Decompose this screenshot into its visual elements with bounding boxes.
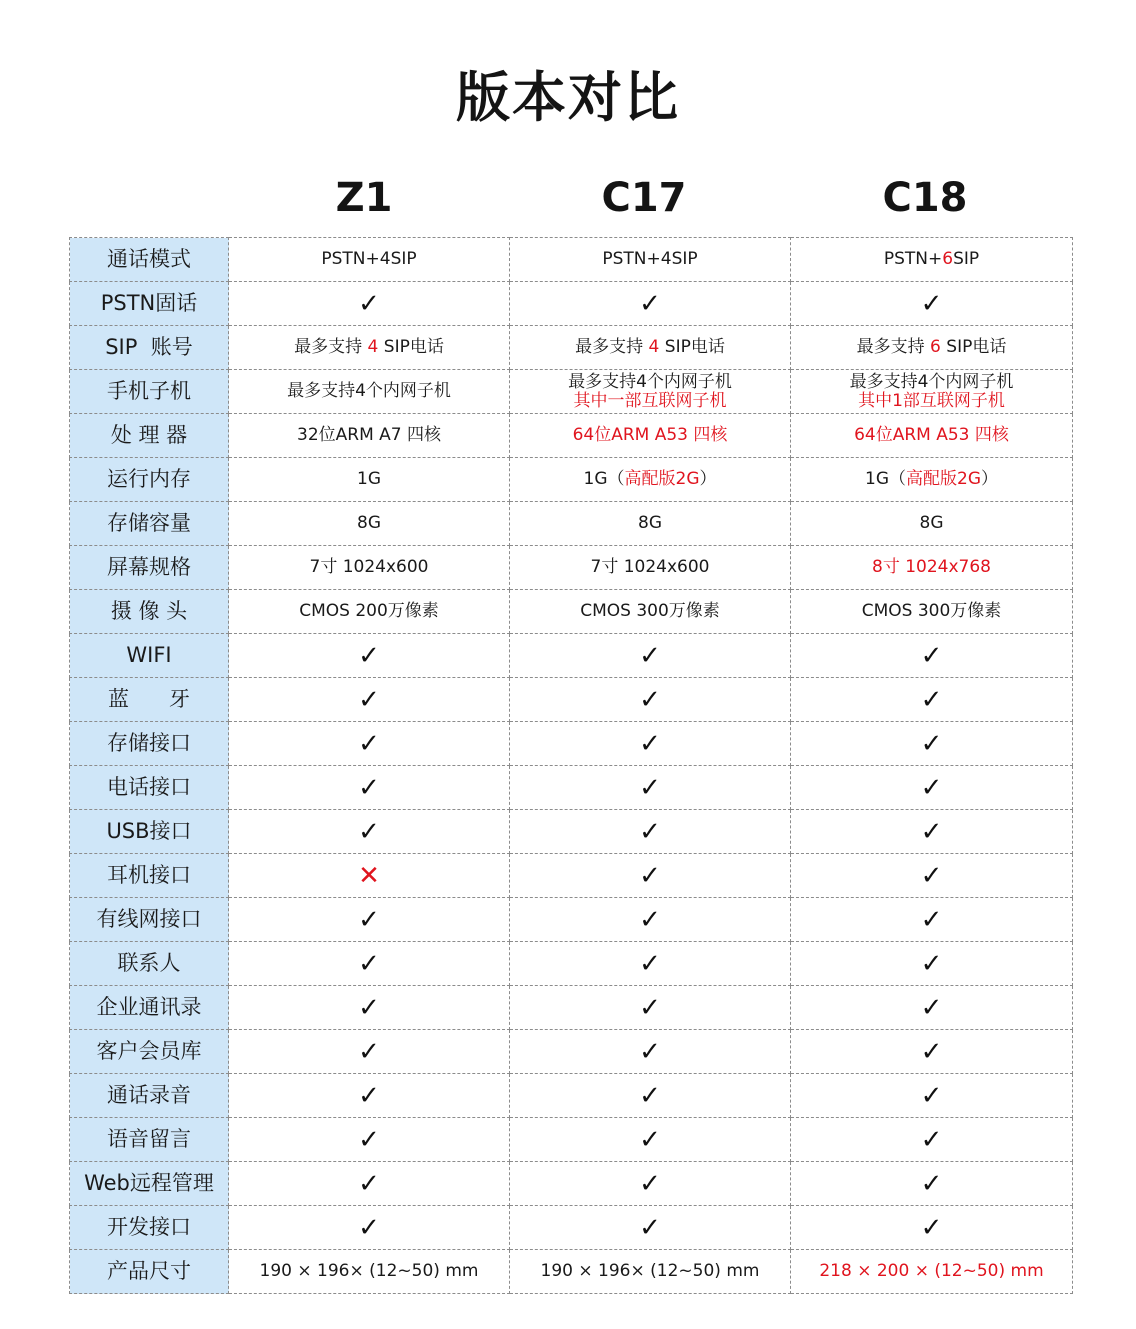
value-cell-c17: [510, 854, 791, 898]
row-label-cell: [70, 1162, 229, 1206]
cell-line: [510, 392, 790, 411]
cell-line: [510, 426, 790, 445]
value-cell-c17: [510, 898, 791, 942]
table-row: [70, 282, 1073, 326]
model-header-z1: Z1: [335, 175, 393, 221]
check-icon: ✓: [639, 1212, 661, 1243]
check-icon: ✓: [920, 816, 943, 847]
cell-line: [791, 1262, 1072, 1281]
value-cell-z1: [229, 502, 510, 546]
highlight-text: 高配版2G: [624, 469, 700, 489]
cell-text: 最多支持: [294, 337, 368, 357]
table-row: [70, 590, 1073, 634]
row-label: SIP 账号: [105, 335, 193, 359]
check-icon: ✓: [639, 640, 661, 671]
check-icon: ✓: [358, 1036, 380, 1067]
value-cell-c17: [510, 458, 791, 502]
value-cell-c18: [791, 1074, 1073, 1118]
cell-line: [510, 514, 790, 533]
table-row: [70, 546, 1073, 590]
table-row: [70, 766, 1073, 810]
value-cell-c18: [791, 326, 1073, 370]
row-label-cell: [70, 810, 229, 854]
cell-line: [791, 426, 1072, 445]
value-cell-c17: [510, 1030, 791, 1074]
comparison-table: [69, 237, 1073, 1294]
row-label-cell: [70, 854, 229, 898]
check-icon: ✓: [920, 904, 943, 935]
highlight-text: 4: [367, 337, 379, 357]
value-cell-c18: [791, 238, 1073, 282]
row-label: 屏幕规格: [107, 555, 191, 579]
cell-text: SIP电话: [940, 337, 1007, 357]
row-label: 存储容量: [107, 511, 191, 535]
row-label-cell: [70, 414, 229, 458]
value-cell-z1: [229, 282, 510, 326]
cell-line: [791, 558, 1072, 577]
row-label: Web远程管理: [84, 1171, 214, 1195]
row-label: 耳机接口: [107, 863, 191, 887]
cell-line: [229, 470, 509, 489]
row-label: 蓝 牙: [107, 687, 191, 711]
value-cell-c17: [510, 282, 791, 326]
cell-line: [229, 382, 509, 401]
check-icon: ✓: [358, 288, 380, 319]
table-row: [70, 898, 1073, 942]
value-cell-c18: [791, 414, 1073, 458]
check-icon: ✓: [639, 992, 661, 1023]
row-label-cell: [70, 282, 229, 326]
value-cell-c17: [510, 678, 791, 722]
check-icon: ✓: [920, 860, 943, 891]
value-cell-c18: [791, 810, 1073, 854]
cell-text: 8G: [357, 513, 381, 533]
value-cell-z1: [229, 458, 510, 502]
cell-text: 最多支持: [575, 337, 649, 357]
highlight-text: 218 × 200 × (12~50) mm: [819, 1261, 1044, 1281]
model-header-c18: C18: [882, 175, 968, 221]
check-icon: ✓: [920, 288, 943, 319]
highlight-text: 64位ARM A53 四核: [854, 425, 1009, 445]
table-row: [70, 1118, 1073, 1162]
value-cell-c17: [510, 810, 791, 854]
value-cell-c17: [510, 1074, 791, 1118]
cell-text: SIP电话: [659, 337, 725, 357]
cell-text: 最多支持4个内网子机: [568, 371, 732, 392]
page-title: 版本对比: [456, 66, 680, 129]
table-row: [70, 678, 1073, 722]
cell-line: [229, 250, 509, 269]
value-cell-z1: [229, 1250, 510, 1294]
value-cell-c18: [791, 722, 1073, 766]
check-icon: ✓: [920, 684, 943, 715]
cell-line: [791, 392, 1072, 411]
table-row: [70, 1206, 1073, 1250]
cell-line: [791, 250, 1072, 269]
cell-text: ）: [699, 469, 717, 489]
check-icon: ✓: [358, 728, 380, 759]
check-icon: ✓: [358, 948, 380, 979]
row-label-cell: [70, 766, 229, 810]
value-cell-z1: [229, 766, 510, 810]
row-label: 企业通讯录: [96, 995, 202, 1019]
row-label: 手机子机: [107, 379, 191, 403]
value-cell-c17: [510, 590, 791, 634]
table-row: [70, 634, 1073, 678]
cell-text: 32位ARM A7 四核: [297, 425, 441, 445]
cell-text: CMOS 200万像素: [299, 601, 439, 621]
check-icon: ✓: [639, 816, 661, 847]
value-cell-c17: [510, 370, 791, 414]
row-label-cell: [70, 370, 229, 414]
cell-line: [510, 470, 790, 489]
table-row: [70, 1030, 1073, 1074]
check-icon: ✓: [639, 1124, 661, 1155]
row-label: 联系人: [117, 951, 181, 975]
row-label: 运行内存: [107, 467, 191, 491]
check-icon: ✓: [639, 772, 661, 803]
value-cell-z1: [229, 1162, 510, 1206]
cell-text: ）: [981, 469, 998, 489]
row-label-cell: [70, 1118, 229, 1162]
value-cell-z1: [229, 546, 510, 590]
value-cell-c17: [510, 722, 791, 766]
row-label-cell: [70, 678, 229, 722]
check-icon: ✓: [358, 684, 380, 715]
row-label: 电话接口: [107, 775, 191, 799]
cell-text: 8G: [919, 513, 944, 533]
check-icon: ✓: [920, 1168, 943, 1199]
row-label: 处 理 器: [110, 423, 188, 447]
cell-line: [229, 558, 509, 577]
cell-line: [791, 514, 1072, 533]
row-label-cell: [70, 898, 229, 942]
row-label: 客户会员库: [96, 1039, 202, 1063]
value-cell-c18: [791, 986, 1073, 1030]
row-label-cell: [70, 1074, 229, 1118]
highlight-text: 8寸 1024x768: [872, 557, 991, 577]
highlight-text: 其中1部互联网子机: [858, 390, 1005, 411]
row-label: 通话模式: [107, 247, 191, 271]
check-icon: ✓: [920, 1212, 943, 1243]
value-cell-c18: [791, 1250, 1073, 1294]
value-cell-c17: [510, 546, 791, 590]
value-cell-z1: [229, 634, 510, 678]
highlight-text: 6: [942, 249, 954, 269]
check-icon: ✓: [358, 640, 380, 671]
row-label-cell: [70, 546, 229, 590]
cell-line: [229, 602, 509, 621]
table-row: [70, 722, 1073, 766]
table-row: [70, 458, 1073, 502]
value-cell-z1: [229, 854, 510, 898]
highlight-text: 4: [648, 337, 660, 357]
row-label: 存储接口: [107, 731, 191, 755]
highlight-text: 其中一部互联网子机: [573, 390, 727, 411]
table-row: [70, 238, 1073, 282]
value-cell-z1: [229, 986, 510, 1030]
cell-line: [510, 250, 790, 269]
value-cell-c17: [510, 1118, 791, 1162]
check-icon: ✓: [920, 640, 943, 671]
value-cell-z1: [229, 1206, 510, 1250]
cell-text: PSTN+4SIP: [321, 249, 417, 269]
check-icon: ✓: [358, 1124, 380, 1155]
check-icon: ✓: [920, 728, 943, 759]
value-cell-c18: [791, 458, 1073, 502]
cell-text: 1G（: [865, 469, 906, 489]
row-label-cell: [70, 1030, 229, 1074]
highlight-text: 6: [930, 337, 941, 357]
check-icon: ✓: [358, 1080, 380, 1111]
highlight-text: 64位ARM A53 四核: [572, 425, 728, 445]
cell-text: SIP电话: [378, 337, 444, 357]
value-cell-c18: [791, 1118, 1073, 1162]
cell-line: [510, 1262, 790, 1281]
value-cell-z1: [229, 1030, 510, 1074]
highlight-text: 高配版2G: [906, 469, 981, 489]
row-label-cell: [70, 502, 229, 546]
table-row: [70, 1162, 1073, 1206]
value-cell-c17: [510, 1162, 791, 1206]
row-label-cell: [70, 942, 229, 986]
value-cell-c18: [791, 546, 1073, 590]
table-row: [70, 810, 1073, 854]
value-cell-z1: [229, 326, 510, 370]
value-cell-z1: [229, 590, 510, 634]
check-icon: ✓: [639, 1080, 661, 1111]
cell-text: 190 × 196× (12~50) mm: [540, 1261, 760, 1281]
check-icon: ✓: [358, 1168, 380, 1199]
value-cell-c18: [791, 502, 1073, 546]
row-label-cell: [70, 634, 229, 678]
value-cell-z1: [229, 678, 510, 722]
row-label: PSTN固话: [100, 291, 198, 315]
model-header-c17: C17: [601, 175, 687, 221]
value-cell-c17: [510, 942, 791, 986]
value-cell-z1: [229, 1074, 510, 1118]
row-label: 有线网接口: [96, 907, 202, 931]
cell-text: 最多支持: [856, 337, 931, 357]
cell-text: 190 × 196× (12~50) mm: [259, 1261, 479, 1281]
cell-text: CMOS 300万像素: [861, 601, 1002, 621]
cell-line: [791, 338, 1072, 357]
cell-line: [229, 514, 509, 533]
value-cell-c17: [510, 238, 791, 282]
row-label-cell: [70, 326, 229, 370]
check-icon: ✓: [920, 1124, 943, 1155]
value-cell-c18: [791, 634, 1073, 678]
cell-text: 8G: [638, 513, 662, 533]
cell-text: 7寸 1024x600: [309, 557, 429, 577]
row-label: WIFI: [126, 643, 172, 667]
value-cell-c18: [791, 282, 1073, 326]
check-icon: ✓: [639, 288, 661, 319]
value-cell-c18: [791, 590, 1073, 634]
value-cell-z1: [229, 414, 510, 458]
value-cell-c17: [510, 634, 791, 678]
check-icon: ✓: [358, 772, 380, 803]
value-cell-z1: [229, 722, 510, 766]
value-cell-c18: [791, 766, 1073, 810]
cell-line: [510, 373, 790, 392]
value-cell-c17: [510, 502, 791, 546]
row-label-cell: [70, 1250, 229, 1294]
cell-text: PSTN+: [883, 249, 943, 269]
table-row: [70, 414, 1073, 458]
check-icon: ✓: [639, 1036, 661, 1067]
row-label-cell: [70, 238, 229, 282]
value-cell-c17: [510, 766, 791, 810]
cell-text: 1G: [357, 469, 381, 489]
table-row: [70, 854, 1073, 898]
value-cell-c17: [510, 986, 791, 1030]
row-label: 语音留言: [107, 1127, 191, 1151]
table-row: [70, 502, 1073, 546]
check-icon: ✓: [358, 992, 380, 1023]
cell-text: SIP: [953, 249, 980, 269]
row-label: 摄 像 头: [110, 599, 188, 623]
check-icon: ✓: [639, 948, 661, 979]
value-cell-z1: [229, 810, 510, 854]
table-row: [70, 1074, 1073, 1118]
value-cell-c18: [791, 942, 1073, 986]
comparison-table-body: [70, 238, 1073, 1294]
check-icon: ✓: [639, 1168, 661, 1199]
row-label: 通话录音: [107, 1083, 191, 1107]
cell-line: [510, 558, 790, 577]
value-cell-z1: [229, 898, 510, 942]
value-cell-z1: [229, 370, 510, 414]
table-row: [70, 986, 1073, 1030]
cell-line: [791, 470, 1072, 489]
table-row: [70, 326, 1073, 370]
row-label: USB接口: [106, 819, 192, 843]
row-label-cell: [70, 458, 229, 502]
cell-line: [229, 338, 509, 357]
value-cell-c17: [510, 1206, 791, 1250]
row-label: 产品尺寸: [107, 1259, 191, 1283]
row-label: 开发接口: [107, 1215, 191, 1239]
check-icon: ✓: [639, 860, 661, 891]
cell-line: [791, 602, 1072, 621]
value-cell-c18: [791, 854, 1073, 898]
value-cell-z1: [229, 1118, 510, 1162]
check-icon: ✓: [920, 1036, 943, 1067]
check-icon: ✓: [639, 684, 661, 715]
cell-line: [229, 1262, 509, 1281]
cell-text: CMOS 300万像素: [580, 601, 720, 621]
value-cell-c17: [510, 326, 791, 370]
table-row: [70, 942, 1073, 986]
check-icon: ✓: [920, 948, 943, 979]
check-icon: ✓: [639, 728, 661, 759]
check-icon: ✓: [639, 904, 661, 935]
cell-line: [229, 426, 509, 445]
cell-line: [510, 338, 790, 357]
value-cell-c17: [510, 414, 791, 458]
row-label-cell: [70, 986, 229, 1030]
cell-line: [510, 602, 790, 621]
check-icon: ✓: [920, 992, 943, 1023]
cell-text: 7寸 1024x600: [590, 557, 710, 577]
cell-text: 最多支持4个内网子机: [849, 371, 1014, 392]
table-row: [70, 370, 1073, 414]
cell-text: 最多支持4个内网子机: [287, 381, 451, 401]
value-cell-c18: [791, 1206, 1073, 1250]
value-cell-z1: [229, 942, 510, 986]
value-cell-c18: [791, 678, 1073, 722]
value-cell-z1: [229, 238, 510, 282]
check-icon: ✓: [358, 1212, 380, 1243]
check-icon: ✓: [358, 816, 380, 847]
cell-line: [791, 373, 1072, 392]
row-label-cell: [70, 590, 229, 634]
check-icon: ✓: [920, 1080, 943, 1111]
row-label-cell: [70, 722, 229, 766]
value-cell-c18: [791, 898, 1073, 942]
check-icon: ✓: [358, 904, 380, 935]
value-cell-c18: [791, 370, 1073, 414]
value-cell-c18: [791, 1030, 1073, 1074]
cross-icon: ✕: [358, 860, 380, 891]
value-cell-c18: [791, 1162, 1073, 1206]
value-cell-c17: [510, 1250, 791, 1294]
cell-text: PSTN+4SIP: [602, 249, 698, 269]
cell-text: 1G（: [583, 469, 625, 489]
check-icon: ✓: [920, 772, 943, 803]
row-label-cell: [70, 1206, 229, 1250]
table-row: [70, 1250, 1073, 1294]
